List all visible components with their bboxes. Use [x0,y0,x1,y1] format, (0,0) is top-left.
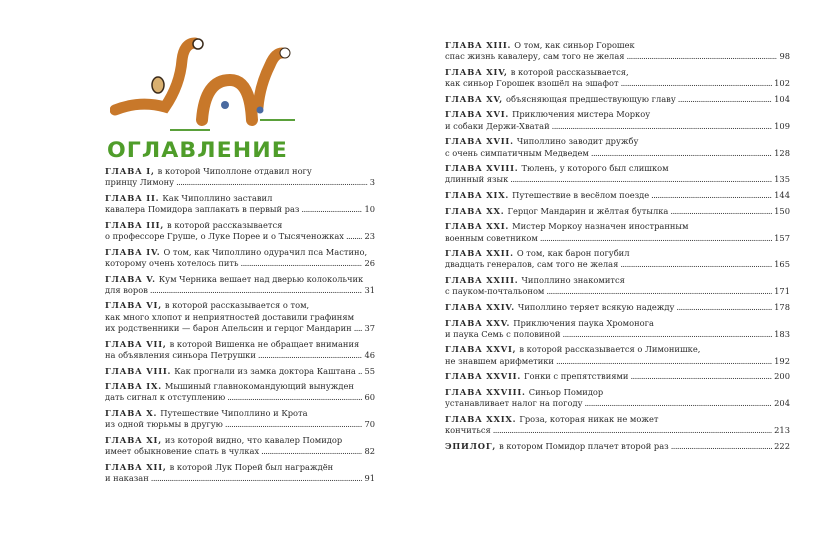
toc-entry-line [445,136,790,147]
toc-entry[interactable] [105,408,375,431]
dot-leader [670,206,772,217]
toc-entry[interactable] [105,166,375,189]
dot-leader [241,258,363,269]
toc-entry[interactable] [445,67,790,90]
chapter-title-text: длинный язык [445,174,509,185]
dot-leader [261,446,362,457]
toc-entry[interactable] [105,462,375,485]
chapter-title-text: из которой видно, что кавалер Помидор [164,434,343,445]
chapter-title-text: дать сигнал к отступлению [105,392,226,403]
toc-entry-line [445,398,790,409]
chapter-title-text: с очень симпатичным Медведем [445,147,589,158]
chapter-label: ГЛАВА XIX. [445,190,510,201]
toc-title: ОГЛАВЛЕНИЕ [107,138,288,162]
toc-entry-line [105,177,375,188]
page-number: 204 [774,398,790,409]
toc-entry[interactable] [445,414,790,437]
dot-leader [510,174,772,185]
toc-entry-line [445,121,790,132]
page-number: 222 [774,440,790,451]
caterpillar-middle [202,80,252,120]
toc-entry[interactable] [445,206,790,217]
chapter-label: ГЛАВА XXVIII. [445,386,526,397]
page-number: 183 [774,328,790,339]
toc-entry[interactable] [445,40,790,63]
page-number: 98 [779,51,790,62]
toc-entry-line [445,344,790,355]
toc-right-column [445,40,790,456]
toc-entry[interactable] [445,387,790,410]
toc-entry-line [105,312,375,323]
toc-entry-line [105,166,375,177]
chapter-title-text: которому очень хотелось пить [105,257,239,268]
page-number: 178 [774,301,790,312]
dot-leader [358,366,363,377]
chapter-title-text: и паука Семь с половиной [445,328,561,339]
chapter-title-text: на объявления синьора Петрушки [105,349,256,360]
caterpillar-right [257,48,291,114]
toc-entry[interactable] [445,441,790,452]
chapter-label: ГЛАВА XXV. [445,317,511,328]
dot-leader [225,419,363,430]
chapter-title-text: в которой Вишенка не обращает внимания [169,338,360,349]
toc-entry[interactable] [105,381,375,404]
chapter-label: ГЛАВА IX. [105,381,162,392]
chapter-label: ГЛАВА XVI. [445,109,510,120]
chapter-label: ГЛАВА XXI. [445,221,510,232]
toc-entry-line [445,259,790,270]
page-number: 200 [774,371,790,382]
page-number: 135 [774,174,790,185]
toc-entry[interactable] [445,109,790,132]
toc-entry-line [105,193,375,204]
chapter-label: ГЛАВА XX. [445,205,505,216]
chapter-label: ГЛАВА VII, [105,338,167,349]
toc-entry-line [105,323,375,334]
chapter-label: ГЛАВА IV. [105,246,161,257]
toc-entry-line [105,231,375,242]
toc-entry-line [105,419,375,430]
dot-leader [630,371,772,382]
chapter-title-text: кончиться [445,425,491,436]
toc-entry-line [445,206,790,217]
toc-entry-line [445,318,790,329]
chapter-title-text: Гонки с препятствиями [524,371,629,382]
chapter-title-text: из одной тюрьмы в другую [105,419,223,430]
toc-entry-line [445,67,790,78]
dot-leader [151,473,363,484]
chapter-title-text: двадцать генералов, сам того не желая [445,259,619,270]
toc-entry-line [445,387,790,398]
dot-leader [150,285,363,296]
toc-entry-line [445,371,790,382]
toc-entry-line [445,148,790,159]
toc-entry-line [445,329,790,340]
page-number: 150 [774,205,790,216]
toc-entry-line [105,435,375,446]
chapter-label: ГЛАВА III, [105,219,165,230]
chapter-title-text: Кум Черника вешает над дверью колокольчик [158,273,364,284]
page-number: 70 [364,419,375,430]
chapter-title-text: имеет обыкновение спать в чулках [105,446,260,457]
page-number: 55 [364,365,375,376]
toc-entry[interactable] [445,302,790,313]
toc-entry-line [445,425,790,436]
chapter-label: ГЛАВА XIV, [445,66,508,77]
toc-entry-line [445,275,790,286]
chapter-label: ГЛАВА XXVII. [445,371,522,382]
chapter-title-text: О том, как барон погубил [516,248,630,259]
page-number: 26 [364,257,375,268]
chapter-label: ГЛАВА V. [105,273,156,284]
toc-entry[interactable] [105,339,375,362]
chapter-label: ГЛАВА XVII. [445,136,514,147]
toc-entry-line [445,414,790,425]
chapter-title-text: с пауком-почтальоном [445,286,545,297]
toc-entry[interactable] [105,435,375,458]
chapter-title-text: Приключения мистера Моркоу [512,109,651,120]
page-number: 128 [774,147,790,158]
toc-entry-line [445,51,790,62]
dot-leader [493,425,772,436]
toc-entry-line [105,446,375,457]
caterpillar-left [115,39,203,110]
toc-entry-line [105,366,375,377]
chapter-title-text: и наказан [105,473,149,484]
chapter-title-text: Путешествие в весёлом поезде [512,190,650,201]
chapter-title-text: как много хлопот и неприятностей доставили графиням [105,311,355,322]
chapter-title-text: объясняющая предшествующую главу [506,93,676,104]
chapter-label: ГЛАВА XII, [105,461,167,472]
chapter-title-text: Путешествие Чиполлино и Крота [160,408,308,419]
toc-entry[interactable] [105,274,375,297]
toc-entry-line [105,285,375,296]
page-number: 109 [774,120,790,131]
dot-leader [563,329,773,340]
toc-entry[interactable] [445,344,790,367]
dot-leader [676,302,772,313]
chapter-title-text: в которой рассказывается, [510,66,629,77]
toc-entry[interactable] [105,247,375,270]
toc-entry-line [445,78,790,89]
toc-entry-line [105,274,375,285]
toc-entry[interactable] [445,221,790,244]
toc-left-column [105,166,375,489]
toc-entry-line [105,339,375,350]
chapter-title-text: их родственники — барон Апельсин и герцог Мандарин [105,323,352,334]
page-number: 192 [774,355,790,366]
chapter-label: ЭПИЛОГ, [445,440,497,451]
toc-entry[interactable] [445,94,790,105]
toc-entry-line [105,462,375,473]
toc-entry-line [445,286,790,297]
toc-entry-line [105,392,375,403]
dot-leader [671,441,772,452]
toc-entry-line [445,174,790,185]
chapter-title-text: Тюлень, у которого был слишком [521,163,669,174]
toc-entry-line [105,381,375,392]
page-number: 144 [774,190,790,201]
page-number: 46 [364,349,375,360]
chapter-title-text: Чиполлино знакомится [521,275,625,286]
chapter-label: ГЛАВА XXIII. [445,275,519,286]
chapter-title-text: Чиполлино теряет всякую надежду [517,301,675,312]
toc-entry-line [445,190,790,201]
chapter-label: ГЛАВА I, [105,166,155,176]
toc-entry-line [445,94,790,105]
page-number: 104 [774,93,790,104]
chapter-title-text: принцу Лимону [105,177,175,188]
chapter-label: ГЛАВА VI, [105,300,162,311]
dot-leader [584,398,772,409]
toc-entry-line [105,350,375,361]
dot-leader [546,286,772,297]
toc-entry[interactable] [105,300,375,334]
toc-entry[interactable] [105,193,375,216]
dot-leader [176,177,368,188]
chapter-title-text: в которой рассказывается [167,219,283,230]
toc-entry-line [445,441,790,452]
chapter-title-text: военным советником [445,232,538,243]
toc-entry[interactable] [445,371,790,382]
page-number: 213 [774,425,790,436]
chapter-title-text: для воров [105,284,148,295]
chapter-title-text: устанавливает налог на погоду [445,398,583,409]
chapter-title-text: Чиполлино заводит дружбу [516,136,639,147]
toc-entry-line [445,221,790,232]
chapter-label: ГЛАВА XXIX. [445,413,517,424]
page-number: 91 [364,473,375,484]
dot-leader [621,78,773,89]
page-number: 82 [364,446,375,457]
toc-entry[interactable] [445,163,790,186]
toc-entry-line [445,356,790,367]
dot-leader [540,233,772,244]
dot-leader [627,51,778,62]
dot-leader [258,350,363,361]
chapter-title-text: Гроза, которая никак не может [519,413,659,424]
chapter-title-text: Приключения паука Хромонога [513,317,654,328]
chapter-label: ГЛАВА XIII. [445,40,512,50]
chapter-title-text: в которой рассказывается о том, [164,300,310,311]
chapter-title-text: как синьор Горошек взошёл на эшафот [445,78,619,89]
toc-entry[interactable] [105,220,375,243]
chapter-label: ГЛАВА XXVI, [445,344,517,355]
caterpillars-illustration [110,35,310,135]
toc-entry-line [445,233,790,244]
chapter-title-text: не знавшем арифметики [445,355,554,366]
toc-entry[interactable] [445,318,790,341]
dot-leader [620,259,772,270]
dot-leader [556,356,772,367]
toc-entry-line [445,40,790,51]
chapter-title-text: о профессоре Груше, о Луке Порее и о Тысяченожках [105,231,344,242]
chapter-label: ГЛАВА XXIV. [445,301,515,312]
chapter-title-text: Мистер Моркоу назначен иностранным [512,221,689,232]
chapter-title-text: спас жизнь кавалеру, сам того не желая [445,51,625,62]
toc-entry-line [445,248,790,259]
page-number: 31 [364,284,375,295]
dot-leader [346,231,362,242]
dot-leader [227,392,362,403]
toc-entry-line [105,220,375,231]
dot-leader [354,323,363,334]
chapter-title-text: и собаки Держи-Хватай [445,120,550,131]
toc-entry-line [445,163,790,174]
toc-entry-line [105,204,375,215]
toc-entry-line [105,247,375,258]
toc-entry[interactable] [445,275,790,298]
toc-entry-line [445,109,790,120]
page-number: 37 [364,323,375,334]
toc-entry-line [105,258,375,269]
toc-entry-line [445,302,790,313]
chapter-title-text: Как прогнали из замка доктора Каштана [174,365,356,376]
dot-leader [552,121,773,132]
chapter-title-text: в котором Помидор плачет второй раз [499,440,669,451]
chapter-title-text: Синьор Помидор [528,386,604,397]
chapter-label: ГЛАВА XI, [105,434,162,445]
page-number: 165 [774,259,790,270]
chapter-title-text: О том, как синьор Горошек [514,40,635,50]
toc-entry[interactable] [445,248,790,271]
dot-leader [301,204,362,215]
page-number: 102 [774,78,790,89]
chapter-title-text: Как Чиполлино заставил [162,192,273,203]
toc-entry[interactable] [105,366,375,377]
page-number: 60 [364,392,375,403]
dot-leader [651,190,772,201]
chapter-title-text: Мышиный главнокомандующий вынужден [164,381,354,392]
chapter-title-text: О том, как Чиполлино одурачил пса Мастино, [163,246,368,257]
toc-entry-line [105,473,375,484]
chapter-label: ГЛАВА XV, [445,93,503,104]
chapter-title-text: в которой рассказывается о Лимонишке, [519,344,701,355]
chapter-label: ГЛАВА II. [105,192,160,203]
chapter-label: ГЛАВА XXII. [445,248,514,259]
page-number: 10 [364,204,375,215]
dot-leader [591,148,772,159]
toc-entry[interactable] [445,190,790,201]
toc-entry-line [105,408,375,419]
page-number: 157 [774,232,790,243]
page-number: 23 [364,231,375,242]
chapter-label: ГЛАВА XVIII. [445,163,519,174]
grass [170,120,295,130]
chapter-label: ГЛАВА X. [105,408,158,419]
toc-entry-line [105,300,375,311]
chapter-title-text: кавалера Помидора заплакать в первый раз [105,204,300,215]
page-number: 3 [369,177,375,188]
chapter-label: ГЛАВА VIII. [105,365,172,376]
chapter-title-text: в которой Чиполлоне отдавил ногу [157,166,312,176]
chapter-title-text: в которой Лук Порей был награждён [169,461,334,472]
chapter-title-text: Герцог Мандарин и жёлтая бутылка [507,205,669,216]
toc-entry[interactable] [445,136,790,159]
page-number: 171 [774,286,790,297]
dot-leader [678,94,772,105]
